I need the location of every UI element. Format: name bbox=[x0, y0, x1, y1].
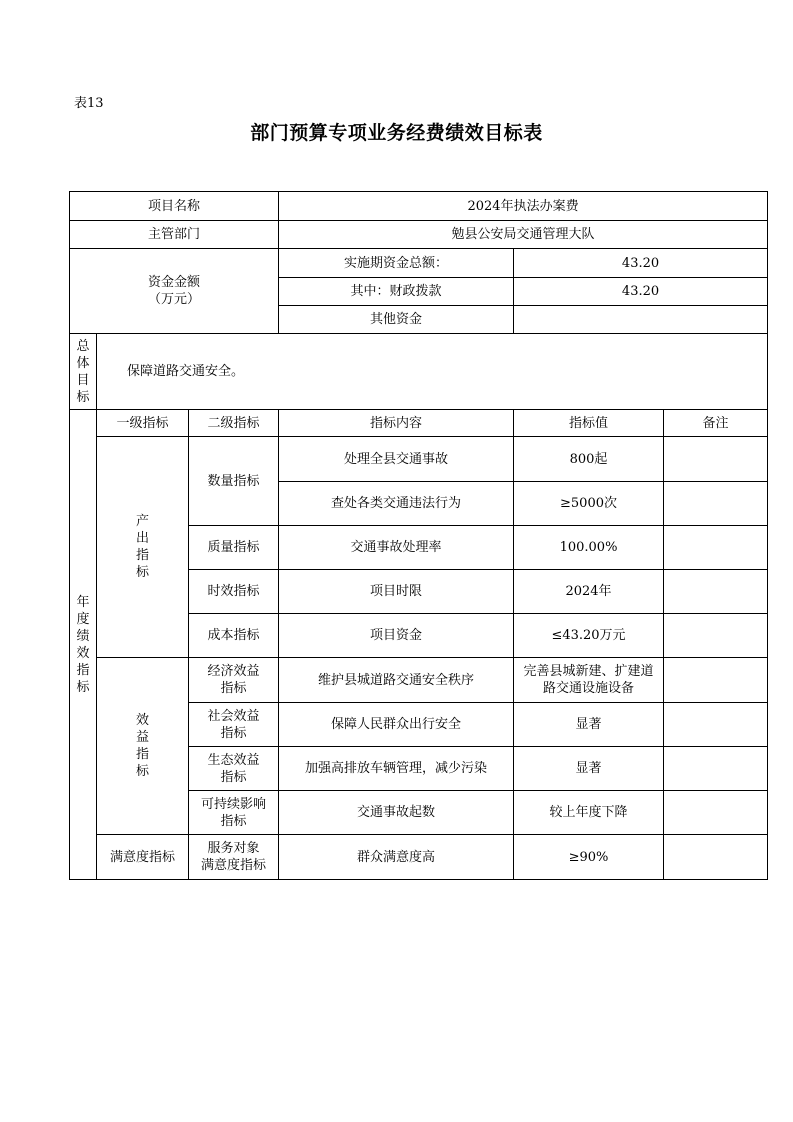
funds-fiscal-value: 43.20 bbox=[514, 278, 768, 306]
indicator-value: ≥90% bbox=[514, 835, 664, 880]
level2-line2: 指标 bbox=[220, 681, 247, 696]
benefit-indicator-char: 效 bbox=[135, 713, 149, 728]
cost-indicator: 成本指标 bbox=[189, 614, 279, 658]
indicator-remark bbox=[664, 835, 768, 880]
department-value: 勉县公安局交通管理大队 bbox=[279, 221, 768, 249]
level2-line1: 生态效益 bbox=[207, 752, 260, 768]
table-row bbox=[70, 437, 768, 482]
indicator-content: 项目时限 bbox=[279, 570, 514, 614]
annual-indicator-label bbox=[70, 410, 97, 880]
goal-label bbox=[70, 334, 97, 410]
indicator-content: 交通事故起数 bbox=[279, 791, 514, 835]
indicator-content: 群众满意度高 bbox=[279, 835, 514, 880]
quality-indicator: 质量指标 bbox=[189, 526, 279, 570]
level2-line1: 服务对象 bbox=[207, 841, 260, 856]
indicator-content: 项目资金 bbox=[279, 614, 514, 658]
quantity-indicator: 数量指标 bbox=[189, 437, 279, 526]
indicator-header-row bbox=[70, 410, 768, 437]
benefit-indicator-label bbox=[97, 658, 189, 835]
indicator-content: 维护县城道路交通安全秩序 bbox=[279, 658, 514, 703]
output-indicator-char: 指 bbox=[135, 548, 149, 563]
annual-indicator-char: 年 bbox=[76, 594, 90, 610]
department-row bbox=[70, 221, 768, 249]
benefit-indicator-char: 指 bbox=[135, 747, 149, 762]
annual-indicator-char: 效 bbox=[76, 645, 90, 661]
indicator-remark bbox=[664, 482, 768, 526]
output-indicator-char: 标 bbox=[135, 565, 149, 580]
benefit-indicator-char: 益 bbox=[135, 730, 149, 745]
indicator-value bbox=[514, 658, 664, 703]
ecological-benefit-indicator bbox=[189, 747, 279, 791]
department-label: 主管部门 bbox=[70, 221, 279, 249]
indicator-content: 查处各类交通违法行为 bbox=[279, 482, 514, 526]
indicator-value: 较上年度下降 bbox=[514, 791, 664, 835]
funds-total-row bbox=[70, 249, 768, 278]
level2-line2: 满意度指标 bbox=[201, 858, 267, 873]
project-name-label: 项目名称 bbox=[70, 192, 279, 221]
indicator-remark bbox=[664, 570, 768, 614]
table-number: 表13 bbox=[74, 96, 104, 111]
indicator-value: 显著 bbox=[514, 747, 664, 791]
sustainable-impact-indicator bbox=[189, 791, 279, 835]
indicator-value: ≥5000次 bbox=[514, 482, 664, 526]
service-satisfaction-indicator bbox=[189, 835, 279, 880]
funds-fiscal-label: 其中：财政拨款 bbox=[279, 278, 514, 306]
indicator-value: ≤43.20万元 bbox=[514, 614, 664, 658]
output-indicator-char: 出 bbox=[135, 531, 149, 546]
goal-text: 保障道路交通安全。 bbox=[97, 334, 768, 410]
header-content: 指标内容 bbox=[279, 410, 514, 437]
value-line2: 路交通设施设备 bbox=[543, 681, 635, 696]
funds-label-line2: （万元） bbox=[148, 292, 201, 307]
indicator-value: 显著 bbox=[514, 703, 664, 747]
page-title: 部门预算专项业务经费绩效目标表 bbox=[250, 122, 543, 144]
indicator-value: 2024年 bbox=[514, 570, 664, 614]
annual-indicator-char: 标 bbox=[76, 679, 90, 695]
benefit-indicator-char: 标 bbox=[135, 764, 149, 779]
output-indicator-label bbox=[97, 437, 189, 658]
project-name-row bbox=[70, 192, 768, 221]
indicator-value: 800起 bbox=[514, 437, 664, 482]
indicator-content: 保障人民群众出行安全 bbox=[279, 703, 514, 747]
funds-other-value bbox=[514, 306, 768, 334]
funds-total-value: 43.20 bbox=[514, 249, 768, 278]
indicator-remark bbox=[664, 791, 768, 835]
header-value: 指标值 bbox=[514, 410, 664, 437]
level2-line2: 指标 bbox=[220, 769, 247, 785]
header-remark: 备注 bbox=[664, 410, 768, 437]
goal-label-char: 目 bbox=[76, 372, 90, 388]
indicator-value: 100.00% bbox=[514, 526, 664, 570]
table-row bbox=[70, 835, 768, 880]
level2-line1: 经济效益 bbox=[207, 664, 260, 679]
indicator-remark bbox=[664, 437, 768, 482]
goal-label-char: 体 bbox=[76, 355, 90, 371]
indicator-content: 加强高排放车辆管理，减少污染 bbox=[279, 747, 514, 791]
header-level1: 一级指标 bbox=[97, 410, 189, 437]
funds-label-line1: 资金金额 bbox=[148, 275, 201, 290]
economic-benefit-indicator bbox=[189, 658, 279, 703]
level2-line2: 指标 bbox=[220, 813, 247, 829]
annual-indicator-char: 度 bbox=[76, 611, 90, 627]
funds-label bbox=[70, 249, 279, 334]
output-indicator-char: 产 bbox=[135, 514, 149, 529]
goal-row bbox=[70, 334, 768, 410]
social-benefit-indicator bbox=[189, 703, 279, 747]
indicator-remark bbox=[664, 703, 768, 747]
satisfaction-indicator-label: 满意度指标 bbox=[97, 835, 189, 880]
indicator-content: 处理全县交通事故 bbox=[279, 437, 514, 482]
annual-indicator-char: 绩 bbox=[76, 628, 90, 644]
timeliness-indicator: 时效指标 bbox=[189, 570, 279, 614]
indicator-remark bbox=[664, 614, 768, 658]
header-level2: 二级指标 bbox=[189, 410, 279, 437]
indicator-remark bbox=[664, 747, 768, 791]
table-row bbox=[70, 658, 768, 703]
indicator-remark bbox=[664, 526, 768, 570]
annual-indicator-char: 指 bbox=[76, 662, 90, 678]
funds-other-label: 其他资金 bbox=[279, 306, 514, 334]
level2-line2: 指标 bbox=[220, 725, 247, 741]
indicator-remark bbox=[664, 658, 768, 703]
funds-total-label: 实施期资金总额： bbox=[279, 249, 514, 278]
level2-line1: 社会效益 bbox=[207, 708, 260, 724]
performance-table bbox=[69, 191, 768, 880]
goal-label-char: 总 bbox=[76, 338, 90, 354]
value-line1: 完善县城新建、扩建道 bbox=[523, 664, 654, 679]
goal-label-char: 标 bbox=[76, 389, 90, 405]
level2-line1: 可持续影响 bbox=[201, 796, 267, 812]
project-name-value: 2024年执法办案费 bbox=[279, 192, 768, 221]
indicator-content: 交通事故处理率 bbox=[279, 526, 514, 570]
